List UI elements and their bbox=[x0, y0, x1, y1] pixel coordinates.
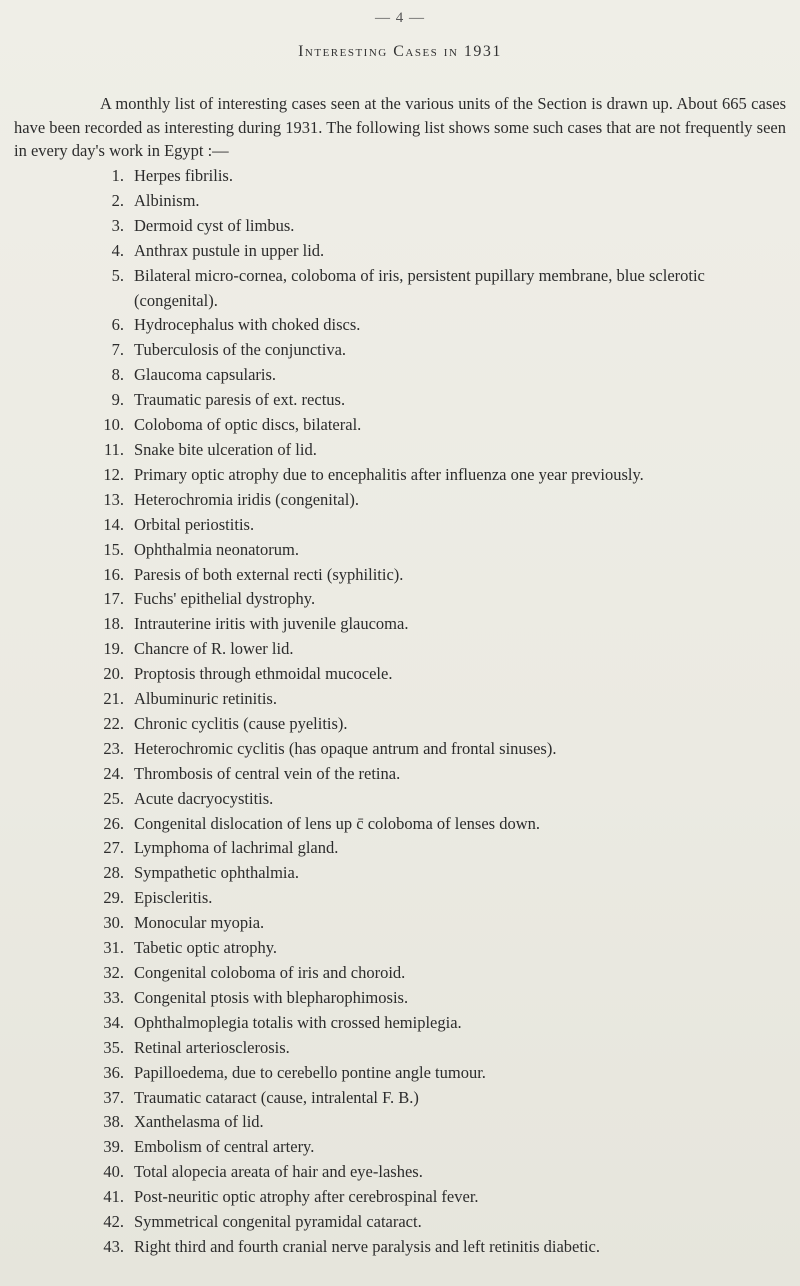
case-number: 10. bbox=[103, 415, 124, 435]
list-item bbox=[0, 413, 800, 438]
case-number: 30. bbox=[103, 913, 124, 933]
case-text: Congenital ptosis with blepharophimosis. bbox=[134, 987, 409, 1007]
list-item bbox=[0, 787, 800, 812]
case-number: 2. bbox=[111, 190, 124, 210]
case-text: Sympathetic ophthalmia. bbox=[134, 863, 299, 883]
case-text: Heterochromia iridis (congenital). bbox=[134, 489, 359, 509]
case-text: Coloboma of optic discs, bilateral. bbox=[134, 415, 362, 435]
case-text: Albuminuric retinitis. bbox=[134, 689, 277, 709]
list-item bbox=[0, 538, 800, 563]
list-item bbox=[0, 936, 800, 961]
list-item bbox=[0, 687, 800, 712]
list-item bbox=[0, 712, 800, 737]
list-item bbox=[0, 1061, 800, 1086]
case-number: 31. bbox=[103, 938, 124, 958]
list-item bbox=[0, 388, 800, 413]
case-number: 27. bbox=[103, 838, 124, 858]
case-text: Traumatic paresis of ext. rectus. bbox=[134, 390, 346, 410]
case-number: 11. bbox=[103, 439, 124, 459]
case-list bbox=[0, 164, 800, 1260]
list-item bbox=[0, 563, 800, 588]
case-number: 16. bbox=[103, 564, 124, 584]
case-text: Xanthelasma of lid. bbox=[134, 1112, 264, 1132]
page-number: — 4 — bbox=[375, 10, 425, 26]
case-number: 26. bbox=[103, 813, 124, 833]
case-text: Glaucoma capsularis. bbox=[134, 365, 277, 385]
case-number: 21. bbox=[103, 689, 124, 709]
case-text: Bilateral micro-cornea, coloboma of iris, persistent pupillary membrane, blue sclerotic (congenital). bbox=[134, 265, 705, 310]
case-text: Tuberculosis of the conjunctiva. bbox=[134, 340, 347, 360]
case-number: 23. bbox=[103, 738, 124, 758]
case-number: 28. bbox=[103, 863, 124, 883]
case-number: 20. bbox=[103, 664, 124, 684]
case-text: Acute dacryocystitis. bbox=[134, 788, 274, 808]
case-number: 43. bbox=[103, 1236, 124, 1256]
case-text: Orbital periostitis. bbox=[134, 514, 255, 534]
case-number: 36. bbox=[103, 1062, 124, 1082]
case-text: Symmetrical congenital pyramidal cataract. bbox=[134, 1212, 422, 1232]
case-text: Right third and fourth cranial nerve paralysis and left retinitis diabetic. bbox=[134, 1236, 600, 1256]
case-number: 34. bbox=[103, 1012, 124, 1032]
case-text: Chronic cyclitis (cause pyelitis). bbox=[134, 713, 348, 733]
case-number: 41. bbox=[103, 1187, 124, 1207]
list-item bbox=[0, 986, 800, 1011]
case-text: Lymphoma of lachrimal gland. bbox=[134, 838, 339, 858]
list-item bbox=[0, 488, 800, 513]
case-text: Retinal arteriosclerosis. bbox=[134, 1037, 290, 1057]
list-item bbox=[0, 264, 800, 314]
list-item bbox=[0, 1135, 800, 1160]
case-number: 9. bbox=[111, 390, 124, 410]
case-number: 19. bbox=[103, 639, 124, 659]
case-number: 3. bbox=[111, 215, 124, 235]
case-text: Anthrax pustule in upper lid. bbox=[134, 240, 325, 260]
case-number: 8. bbox=[111, 365, 124, 385]
page-title: Interesting Cases in 1931 bbox=[298, 43, 502, 60]
list-item bbox=[0, 861, 800, 886]
case-text: Tabetic optic atrophy. bbox=[134, 938, 278, 958]
list-item bbox=[0, 911, 800, 936]
case-text: Heterochromic cyclitis (has opaque antrum and frontal sinuses). bbox=[134, 738, 557, 758]
list-item bbox=[0, 1110, 800, 1135]
list-item bbox=[0, 737, 800, 762]
list-item bbox=[0, 587, 800, 612]
list-item bbox=[0, 1235, 800, 1260]
case-number: 4. bbox=[111, 240, 124, 260]
case-number: 12. bbox=[103, 464, 124, 484]
list-item bbox=[0, 338, 800, 363]
list-item bbox=[0, 1036, 800, 1061]
case-text: Albinism. bbox=[134, 190, 200, 210]
case-number: 35. bbox=[103, 1037, 124, 1057]
list-item bbox=[0, 1160, 800, 1185]
case-text: Congenital dislocation of lens up c̄ coloboma of lenses down. bbox=[134, 813, 541, 833]
case-text: Fuchs' epithelial dystrophy. bbox=[134, 589, 316, 609]
case-number: 1. bbox=[111, 166, 124, 185]
list-item bbox=[0, 1011, 800, 1036]
list-item bbox=[0, 637, 800, 662]
case-number: 14. bbox=[103, 514, 124, 534]
case-text: Primary optic atrophy due to encephalitis after influenza one year previously. bbox=[134, 464, 644, 484]
case-text: Total alopecia areata of hair and eye-lashes. bbox=[134, 1162, 423, 1182]
list-item bbox=[0, 612, 800, 637]
list-item bbox=[0, 812, 800, 837]
case-number: 17. bbox=[103, 589, 124, 609]
case-number: 39. bbox=[103, 1137, 124, 1157]
case-text: Herpes fibrilis. bbox=[134, 166, 233, 185]
list-item bbox=[0, 662, 800, 687]
case-number: 5. bbox=[111, 265, 124, 285]
list-item bbox=[0, 189, 800, 214]
intro-paragraph: A monthly list of interesting cases seen at the various units of the Section is drawn up. About 665 cases have been recorded as interesting during 1931. The following list shows some such cases that are not frequently seen in every day's work in Egypt :— bbox=[14, 94, 786, 160]
case-number: 15. bbox=[103, 539, 124, 559]
case-text: Intrauterine iritis with juvenile glaucoma. bbox=[134, 614, 409, 634]
list-item bbox=[0, 513, 800, 538]
list-item bbox=[0, 961, 800, 986]
case-number: 33. bbox=[103, 987, 124, 1007]
case-number: 37. bbox=[103, 1087, 124, 1107]
case-number: 32. bbox=[103, 963, 124, 982]
list-item bbox=[0, 438, 800, 463]
case-number: 38. bbox=[103, 1112, 124, 1132]
case-number: 29. bbox=[103, 888, 124, 908]
case-number: 25. bbox=[103, 788, 124, 808]
case-text: Hydrocephalus with choked discs. bbox=[134, 315, 361, 335]
list-item bbox=[0, 214, 800, 239]
list-item bbox=[0, 239, 800, 264]
list-item bbox=[0, 313, 800, 338]
case-text: Ophthalmia neonatorum. bbox=[134, 539, 299, 559]
case-text: Paresis of both external recti (syphilitic). bbox=[134, 564, 404, 584]
case-text: Ophthalmoplegia totalis with crossed hemiplegia. bbox=[134, 1012, 462, 1032]
case-text: Snake bite ulceration of lid. bbox=[134, 439, 317, 459]
case-number: 40. bbox=[103, 1162, 124, 1182]
list-item bbox=[0, 363, 800, 388]
case-number: 18. bbox=[103, 614, 124, 634]
case-text: Thrombosis of central vein of the retina. bbox=[134, 763, 401, 783]
case-number: 7. bbox=[111, 340, 124, 360]
case-text: Papilloedema, due to cerebello pontine angle tumour. bbox=[134, 1062, 486, 1082]
list-item bbox=[0, 836, 800, 861]
case-text: Episcleritis. bbox=[134, 888, 213, 908]
case-number: 6. bbox=[111, 315, 124, 335]
case-number: 42. bbox=[103, 1212, 124, 1232]
list-item bbox=[0, 886, 800, 911]
case-text: Embolism of central artery. bbox=[134, 1137, 315, 1157]
list-item bbox=[0, 1210, 800, 1235]
case-text: Monocular myopia. bbox=[134, 913, 265, 933]
case-text: Proptosis through ethmoidal mucocele. bbox=[134, 664, 393, 684]
list-item bbox=[0, 463, 800, 488]
case-text: Chancre of R. lower lid. bbox=[134, 639, 294, 659]
case-text: Traumatic cataract (cause, intralental F. B.) bbox=[134, 1087, 419, 1107]
case-text: Post-neuritic optic atrophy after cerebrospinal fever. bbox=[134, 1187, 479, 1207]
list-item bbox=[0, 1086, 800, 1111]
case-number: 13. bbox=[103, 489, 124, 509]
case-text: Congenital coloboma of iris and choroid. bbox=[134, 963, 406, 982]
list-item bbox=[0, 1185, 800, 1210]
case-text: Dermoid cyst of limbus. bbox=[134, 215, 295, 235]
case-number: 22. bbox=[103, 713, 124, 733]
list-item bbox=[0, 164, 800, 189]
case-number: 24. bbox=[103, 763, 124, 783]
list-item bbox=[0, 762, 800, 787]
